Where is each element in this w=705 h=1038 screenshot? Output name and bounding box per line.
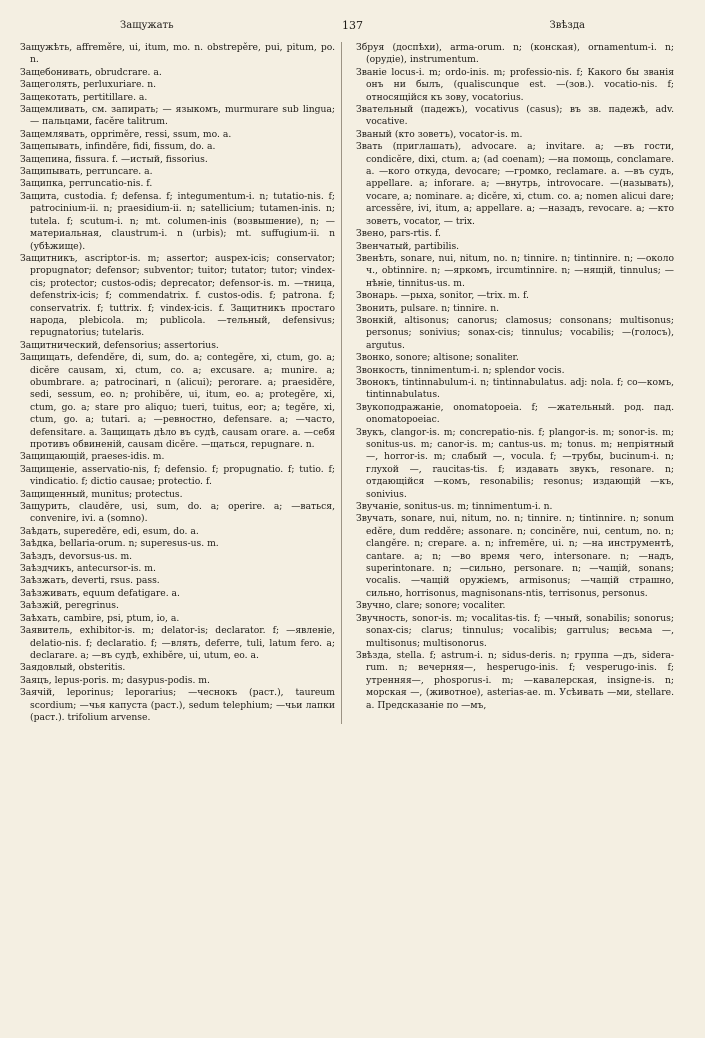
dictionary-entry: Звучать, sonare, nui, nitum, no. n; tinnire. n; tintinnire. n; sonum edĕre, dum reddĕre; assonare. n; concinĕre, nui, centum, no. n; clangĕre. n; crepare. a. n; infremĕre, ui. n; —на инструментѣ, cantare. a; n; —во время чего, intersonare. n; —надъ, superintonare. n; —сильно, personare. n; —чащій, sonans; vocalis. —чащій оружіемъ, armisonus; —чащій страшно, сильно, horrisonus, magnisonans-ntis, terrisonus, personus. xyxy=(356,513,674,599)
dictionary-entry: Защужѣть, affreměre, ui, itum, mo. n. obstrepěre, pui, pitum, po. n. xyxy=(20,42,335,66)
left-column xyxy=(20,42,342,724)
dictionary-entry: Защебонивать, obrudcrare. a. xyxy=(20,66,162,78)
dictionary-entry: Защепывать, infindĕre, fidi, fissum, do. a. xyxy=(20,141,216,153)
dictionary-entry: Заѣзживать, equum defatigare. a. xyxy=(20,587,180,599)
dictionary-entry: Званіе locus-i. m; ordo-inis. m; professio-nis. f; Какого бы званія онъ ни былъ, (qualiscunque est. —(зов.). vocatio-nis. f; относящійся къ зову, vocatorius. xyxy=(356,66,674,103)
dictionary-entry: Заѣзжій, peregrinus. xyxy=(20,600,119,612)
dictionary-entry: Звѣзда, stella. f; astrum-i. n; sidus-deris. n; группа —дъ, sidera-rum. n; вечерняя—, hesperugo-inis. f; vesperugo-inis. f; утренняя—, phosporus-i. m; —кавалерская, insigne-is. n; морская —, (животное), asterias-ae. m. Усѣивать —ми, stellare. a. Предсказаніе по —мъ, xyxy=(356,649,674,711)
dictionary-entry: Звательный (падежъ), vocativus (casus); въ зв. падежѣ, adv. vocative. xyxy=(356,104,674,128)
dictionary-entry: Защитникъ, ascriptor-is. m; assertor; auspex-icis; conservator; propugnator; defensor; subventor; tuitor; tutator; tutor; vindex-cis; protector; custos-odis; deprecator; defensor-is. m. —тница, defenstrix-icis; f; commendatrix. f. custos-odis. f; patrona. f; conservatrix. f; tuttrix. f; vindex-icis. f. Защитникъ простаго народа, plebicola. m; publicola. —тельный, defensivus; repugnatorius; tutelaris. xyxy=(20,252,335,339)
dictionary-entry: Звено, pars-rtis. f. xyxy=(356,228,441,240)
dictionary-entry: Заячій, leporinus; leporarius; —чеснокъ (раст.), taureum scordium; —чья капуста (раст.), sedum telephium; —чьи лапки (раст.). trifolium arvense. xyxy=(20,687,335,723)
dictionary-entry: Защемливать, см. запирать; — языкомъ, murmurare sub lingua; — пальцами, facĕre talitrum. xyxy=(20,104,335,128)
dictionary-entry: Защемлявать, opprimĕre, ressi, ssum, mo. a. xyxy=(20,128,232,140)
dictionary-entry: Звать (приглашать), advocare. a; invitare. a; —въ гости, condicĕre, dixi, ctum. a; (ad coenam); —на помощь, conclamare. a. —кого откуда, devocare; —громко, reclamare. a. —въ судъ, appellare. a; inforare. a; —внутрь, introvocare. —(называть), vocare, a; nominare. a; dicĕre, xi, ctum. co. a; nomen alicui dare; arcessĕre, ivi, itum, a; appellare. a; —назадъ, revocare. a; —кто зоветъ, vocator, — trix. xyxy=(356,141,674,227)
dictionary-entry: Звучаніе, sonitus-us. m; tinnimentum-i. n. xyxy=(356,501,553,513)
dictionary-entry: Заядовлый, obsteritis. xyxy=(20,662,126,674)
dictionary-entry: Защищенный, munitus; protectus. xyxy=(20,488,183,500)
page-number: 137 xyxy=(336,19,369,32)
dictionary-entry: Заѣдать, superedĕre, edi, esum, do. a. xyxy=(20,525,199,537)
dictionary-entry: Защищеніе, asservatio-nis, f; defensio. f; propugnatio. f; tutio. f; vindicatio. f; dictio causae; protectio. f. xyxy=(20,463,335,488)
dictionary-entry: Защищать, defendĕre, di, sum, do. a; contegĕre, xi, ctum, go. a; dicĕre causam, xi, ctum, co. a; excusare. a; munire. a; obumbrare. a; patrocinari, n (alicui); perorare. a; praesidĕre, sedi, sessum, eo. n; prohibĕre, ui, itum, eo. a; protegĕre, xi, ctum, go. a; stare pro aliquo; tueri, tuitus, eor; a; tegĕre, xi, ctum, go. a; tutari. a; —ревностно, defensare. a; —часто, defensitare. a. Защищать дѣло въ судѣ, causam orare. a. —себя противъ обвиненій, causam dicĕre. —щаться, repugnare. n. xyxy=(20,352,335,450)
dictionary-entry: Звенѣть, sonare, nui, nitum, no. n; tinnire. n; tintinnire. n; —около ч., obtinnire. n; —яркомъ, ircumtinnire. n; —нящій, tinnulus; —нѣніе, tinnitus-us. m. xyxy=(356,252,674,289)
dictionary-entry: Защурить, claudĕre, usi, sum, do. a; operire. a; —ваться, convenire, ivi. a (somno). xyxy=(20,501,335,525)
dictionary-entry: Защита, custodia. f; defensa. f; integumentum-i. n; tutatio-nis. f; patrocinium-ii. n; praesidium-ii. n; satellicium; tutamen-inis. n; tutela. f; scutum-i. n; mt. columen-inis (возвышение), n; — материальная, claustrum-i. n (urbis); mt. suffugium-ii. n (убѣжище). xyxy=(20,190,335,252)
dictionary-entry: Звонкость, tinnimentum-i. n; splendor vocis. xyxy=(356,364,565,376)
dictionary-entry: Защипка, perruncatio-nis. f. xyxy=(20,178,153,190)
dictionary-entry: Звонко, sonore; altisone; sonaliter. xyxy=(356,352,519,364)
header-right-catchword: Звѣзда xyxy=(549,19,585,31)
dictionary-entry: Звонкій, altisonus; canorus; clamosus; consonans; multisonus; personus; sonivius; sonax-cis; tinnulus; vocabilis; —(голосъ), argutus. xyxy=(356,314,674,351)
dictionary-entry: Защитнический, defensorius; assertorius. xyxy=(20,339,219,351)
dictionary-entry: Звонокъ, tintinnabulum-i. n; tintinnabulatus. adj: nola. f; со—комъ, tintinnabulatus. xyxy=(356,376,674,401)
dictionary-entry: Звучно, clare; sonore; vocaliter. xyxy=(356,600,506,612)
dictionary-entry: Защипывать, perruncare. a. xyxy=(20,166,153,178)
dictionary-entry: Заѣхать, cambire, psi, ptum, io, a. xyxy=(20,612,180,624)
page-number-block xyxy=(320,19,385,32)
dictionary-entry: Звенчатый, partibilis. xyxy=(356,240,460,252)
dictionary-entry: Защеголять, perluxuriare. n. xyxy=(20,79,157,91)
page-header xyxy=(20,14,685,36)
dictionary-entry: Защепина, fissura. f. —истый, fissorius. xyxy=(20,153,208,165)
dictionary-entry: Заяцъ, lepus-poris. m; dasypus-podis. m. xyxy=(20,674,210,686)
dictionary-entry: Защищающій, praeses-idis. m. xyxy=(20,451,165,463)
dictionary-entry: Защекотать, pertitillare. a. xyxy=(20,91,148,103)
dictionary-entry: Звонить, pulsare. n; tinnire. n. xyxy=(356,302,500,314)
dictionary-entry: Званый (кто зоветъ), vocator-is. m. xyxy=(356,128,523,140)
dictionary-entry: Звучность, sonor-is. m; vocalitas-tis. f; —чный, sonabilis; sonorus; sonax-cis; clarus; tinnulus; vocalibis; garrulus; весьма —, multisonus; multisonorus. xyxy=(356,612,674,649)
dictionary-entry: Заѣдка, bellaria-orum. n; superesus-us. m. xyxy=(20,538,219,550)
dictionary-entry: Звукоподражаніе, onomatopoeia. f; —жательный. род. пад. onomatopoeiac. xyxy=(356,401,674,426)
right-column xyxy=(352,42,674,724)
dictionary-entry: Заѣздчикъ, antecursor-is. m. xyxy=(20,563,156,575)
dictionary-entry: Збруя (доспѣхи), arma-orum. n; (конская), ornamentum-i. n; (орудіе), instrumentum. xyxy=(356,42,674,66)
dictionary-entry: Звонарь. —рыха, sonitor, —trix. m. f. xyxy=(356,290,529,302)
header-left-catchword: Защужать xyxy=(120,19,174,31)
text-columns xyxy=(20,42,685,724)
dictionary-entry: Звукъ, clangor-is. m; concrepatio-nis. f; plangor-is. m; sonor-is. m; sonitus-us. m; canor-is. m; cantus-us. m; tonus. m; непріятный —, horror-is. m; слабый —, vocula. f; —трубы, bucinum-i. n; глухой —, raucitas-tis. f; издавать звукъ, resonare. n; отдающійся —комъ, resonabilis; resonus; издающій —къ, sonivius. xyxy=(356,426,674,500)
dictionary-entry: Заѣздъ, devorsus-us. m. xyxy=(20,550,133,562)
dictionary-entry: Заявитель, exhibitor-is. m; delator-is; declarator. f; —явленіе, delatio-nis. f; declaratio. f; —влять, deferre, tuli, latum fero. a; declarare. a; —въ судѣ, exhibĕre, ui, utum, eo. a. xyxy=(20,625,335,661)
dictionary-entry: Заѣзжать, deverti, rsus. pass. xyxy=(20,575,160,587)
